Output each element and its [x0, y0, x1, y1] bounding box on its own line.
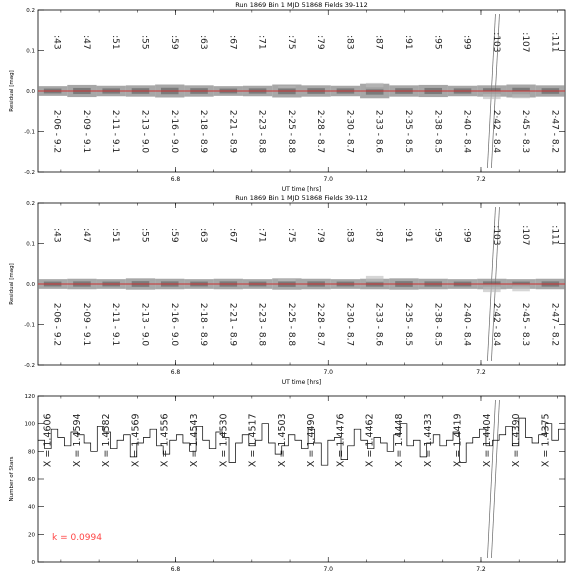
airmass-label: X = 1.4556 [159, 413, 171, 468]
field-value-label: 2·38 - 8.5 [432, 109, 443, 154]
field-number-label: :83 [344, 35, 355, 50]
field-value-label: 2·09 - 9.1 [80, 109, 91, 154]
field-value-label: 2·35 - 8.5 [402, 109, 413, 154]
airmass-label: X = 1.4517 [247, 413, 259, 468]
field-value-label: 2·21 - 8.9 [227, 302, 238, 347]
y-tick-label: -0.2 [24, 363, 35, 369]
x-axis-label: UT time [hrs] [281, 379, 322, 386]
y-tick-label: -0.1 [24, 129, 35, 136]
y-axis-label: Residual [mag] [9, 70, 15, 112]
field-number-label: :107 [520, 225, 531, 246]
residual-highlight-bar [278, 86, 296, 88]
y-tick-label: 0.0 [26, 282, 35, 288]
field-number-label: :47 [80, 228, 91, 243]
airmass-label: X = 1.4503 [276, 413, 288, 468]
field-number-label: :55 [139, 228, 150, 243]
field-number-label: :63 [198, 35, 209, 50]
field-number-label: :83 [344, 228, 355, 243]
y-tick-label: 0 [31, 560, 35, 566]
chart-title: Run 1869 Bin 1 MJD 51868 Fields 39-112 [235, 1, 368, 9]
field-value-label: 2·33 - 8.6 [373, 302, 384, 347]
field-value-label: 2·16 - 9.0 [168, 302, 179, 347]
field-number-label: :47 [80, 35, 91, 50]
y-tick-label: 20 [28, 532, 35, 539]
field-number-label: :43 [51, 35, 62, 50]
field-value-label: 2·40 - 8.4 [461, 302, 472, 347]
field-number-label: :75 [285, 228, 296, 243]
x-axis-label: UT time [hrs] [281, 186, 322, 193]
y-tick-label: 0.0 [26, 89, 35, 95]
field-value-label: 2·47 - 8.2 [549, 109, 560, 154]
field-number-label: :103 [490, 32, 501, 53]
x-tick-label: 6.8 [170, 566, 181, 573]
airmass-label: X = 1.4433 [423, 413, 435, 468]
airmass-label: X = 1.4530 [218, 413, 230, 468]
x-tick-label: 7.2 [476, 176, 486, 183]
field-value-label: 2·42 - 8.4 [490, 302, 501, 347]
field-number-label: :87 [373, 228, 384, 243]
field-number-label: :79 [315, 228, 326, 243]
field-number-label: :91 [402, 228, 413, 243]
field-value-label: 2·30 - 8.7 [344, 109, 355, 154]
airmass-label: X = 1.4448 [393, 413, 405, 468]
field-value-label: 2·42 - 8.4 [490, 109, 501, 154]
airmass-label: X = 1.4569 [130, 413, 142, 468]
field-value-label: 2·28 - 8.7 [315, 109, 326, 154]
field-value-label: 2·09 - 9.1 [80, 302, 91, 347]
field-value-label: 2·11 - 9.1 [110, 302, 121, 347]
field-number-label: :95 [432, 228, 443, 243]
k-annotation: k = 0.0994 [52, 532, 102, 543]
field-value-label: 2·45 - 8.3 [520, 302, 531, 347]
field-value-label: 2·47 - 8.2 [549, 302, 560, 347]
field-value-label: 2·33 - 8.6 [373, 109, 384, 154]
chart-title: Run 1869 Bin 1 MJD 51868 Fields 39-112 [235, 194, 368, 202]
field-value-label: 2·23 - 8.8 [256, 109, 267, 154]
airmass-label: X = 1.4404 [481, 413, 493, 468]
field-value-label: 2·06 - 9.2 [51, 302, 62, 347]
field-value-label: 2·25 - 8.8 [285, 109, 296, 154]
field-number-label: :67 [227, 228, 238, 243]
field-value-label: 2·06 - 9.2 [51, 109, 62, 154]
field-number-label: :59 [168, 35, 179, 50]
field-number-label: :67 [227, 35, 238, 50]
airmass-label: X = 1.4490 [306, 413, 318, 468]
airmass-label: X = 1.4476 [335, 413, 347, 468]
field-value-label: 2·18 - 8.9 [198, 302, 209, 347]
y-tick-label: 0.1 [26, 241, 35, 248]
field-number-label: :43 [51, 228, 62, 243]
airmass-label: X = 1.4375 [540, 413, 552, 468]
field-value-label: 2·11 - 9.1 [110, 109, 121, 154]
field-value-label: 2·35 - 8.5 [402, 302, 413, 347]
y-tick-label: 40 [28, 504, 35, 511]
residual-highlight-bar [366, 83, 384, 89]
field-value-label: 2·21 - 8.9 [227, 109, 238, 154]
field-number-label: :87 [373, 35, 384, 50]
residual-highlight-bar [366, 276, 384, 282]
y-tick-label: -0.2 [24, 170, 35, 176]
field-value-label: 2·16 - 9.0 [168, 109, 179, 154]
y-tick-label: 0.2 [26, 201, 35, 207]
field-number-label: :91 [402, 35, 413, 50]
field-number-label: :63 [198, 228, 209, 243]
field-number-label: :107 [520, 32, 531, 53]
field-value-label: 2·18 - 8.9 [198, 109, 209, 154]
x-tick-label: 7.0 [323, 369, 334, 376]
residual-highlight-bar [512, 91, 530, 98]
field-number-label: :51 [110, 35, 121, 50]
x-tick-label: 7.2 [476, 369, 486, 376]
x-tick-label: 6.8 [170, 369, 181, 376]
y-tick-label: 0.2 [26, 8, 35, 14]
residual-highlight-bar [483, 91, 501, 99]
field-number-label: :59 [168, 228, 179, 243]
field-value-label: 2·45 - 8.3 [520, 109, 531, 154]
residual-highlight-bar [278, 279, 296, 281]
field-number-label: :103 [490, 225, 501, 246]
y-tick-label: 60 [28, 477, 35, 483]
y-axis-label: Residual [mag] [9, 263, 15, 305]
y-tick-label: 100 [24, 421, 35, 428]
y-tick-label: 120 [24, 394, 35, 400]
x-tick-label: 7.0 [323, 566, 334, 573]
field-number-label: :95 [432, 35, 443, 50]
field-value-label: 2·30 - 8.7 [344, 302, 355, 347]
x-tick-label: 6.8 [170, 176, 181, 183]
field-value-label: 2·28 - 8.7 [315, 302, 326, 347]
airmass-label: X = 1.4543 [189, 413, 201, 468]
airmass-label: X = 1.4462 [364, 413, 376, 468]
airmass-label: X = 1.4582 [101, 413, 113, 468]
y-tick-label: -0.1 [24, 322, 35, 329]
field-value-label: 2·23 - 8.8 [256, 302, 267, 347]
field-number-label: :111 [549, 225, 560, 246]
field-value-label: 2·13 - 9.0 [139, 302, 150, 347]
field-number-label: :51 [110, 228, 121, 243]
y-tick-label: 0.1 [26, 48, 35, 55]
residual-highlight-bar [483, 284, 501, 292]
airmass-label: X = 1.4594 [71, 413, 83, 468]
field-number-label: :111 [549, 32, 560, 53]
airmass-label: X = 1.4390 [511, 413, 523, 468]
field-number-label: :99 [461, 228, 472, 243]
field-number-label: :55 [139, 35, 150, 50]
airmass-label: X = 1.4606 [42, 413, 54, 468]
x-tick-label: 7.0 [323, 176, 334, 183]
field-number-label: :75 [285, 35, 296, 50]
x-tick-label: 7.2 [476, 566, 486, 573]
y-axis-label: Number of Stars [9, 456, 15, 502]
residual-highlight-bar [512, 284, 530, 291]
field-number-label: :71 [256, 228, 267, 243]
field-value-label: 2·13 - 9.0 [139, 109, 150, 154]
field-value-label: 2·25 - 8.8 [285, 302, 296, 347]
field-number-label: :99 [461, 35, 472, 50]
field-number-label: :79 [315, 35, 326, 50]
field-value-label: 2·40 - 8.4 [461, 109, 472, 154]
y-tick-label: 80 [28, 449, 35, 456]
airmass-label: X = 1.4419 [452, 413, 464, 468]
field-value-label: 2·38 - 8.5 [432, 302, 443, 347]
field-number-label: :71 [256, 35, 267, 50]
